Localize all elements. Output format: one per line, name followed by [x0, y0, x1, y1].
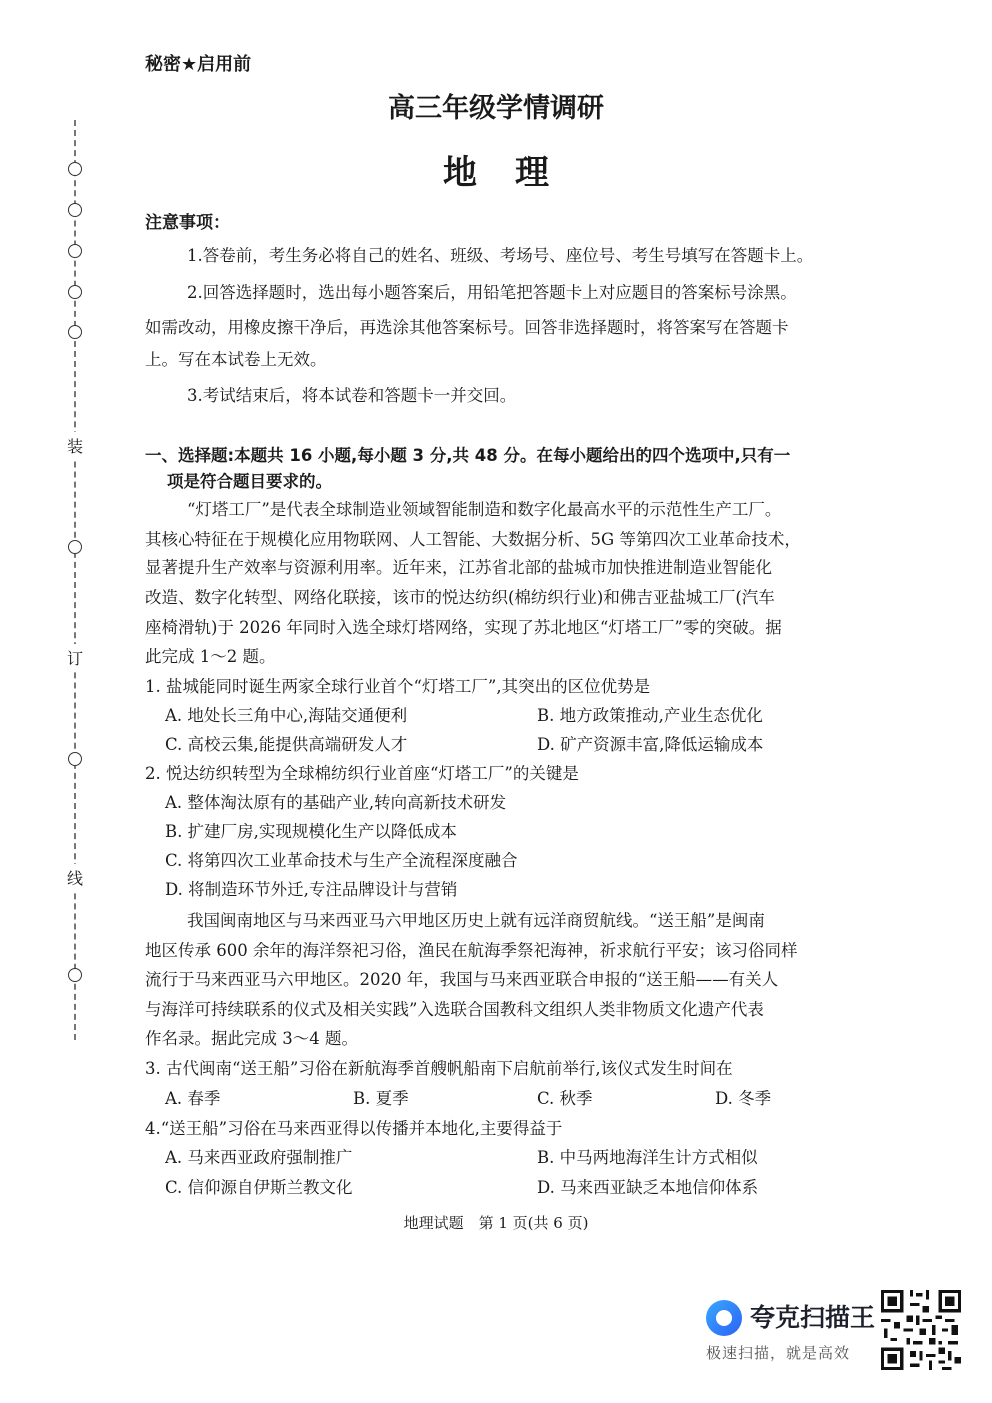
section-heading-line-2: 项是符合题目要求的。: [167, 472, 332, 491]
passage-2-line: 我国闽南地区与马来西亚马六甲地区历史上就有远洋商贸航线。“送王船”是闽南: [187, 911, 765, 930]
page-footer: 地理试题 第 1 页(共 6 页): [403, 1214, 589, 1232]
binding-hole: [68, 752, 82, 766]
passage-2-line: 与海洋可持续联系的仪式及相关实践”入选联合国教科文组织人类非物质文化遗产代表: [145, 1000, 764, 1019]
notes-item-3: 3.考试结束后，将本试卷和答题卡一并交回。: [187, 386, 517, 405]
question-1-stem: 1. 盐城能同时诞生两家全球行业首个“灯塔工厂”,其突出的区位优势是: [145, 677, 651, 696]
passage-1-line: “灯塔工厂”是代表全球制造业领域智能制造和数字化最高水平的示范性生产工厂。: [187, 500, 782, 519]
question-1-option-b: B. 地方政策推动,产业生态优化: [537, 706, 763, 725]
notes-item-1: 1.答卷前，考生务必将自己的姓名、班级、考场号、座位号、考生号填写在答题卡上。: [187, 246, 814, 265]
binding-hole: [68, 203, 82, 217]
binding-char-xian: 线: [67, 864, 83, 891]
notes-item-2-line-2: 如需改动，用橡皮擦干净后，再选涂其他答案标号。回答非选择题时，将答案写在答题卡: [145, 318, 789, 337]
binding-hole: [68, 325, 82, 339]
scanner-brand-slogan: 极速扫描，就是高效: [706, 1344, 851, 1362]
binding-line: [74, 120, 76, 1040]
binding-hole: [68, 285, 82, 299]
question-1-option-c: C. 高校云集,能提供高端研发人才: [165, 735, 408, 754]
passage-1-line: 此完成 1～2 题。: [145, 647, 276, 666]
question-2-option-c: C. 将第四次工业革命技术与生产全流程深度融合: [165, 851, 518, 870]
passage-1-line: 改造、数字化转型、网络化联接，该市的悦达纺织(棉纺织行业)和佛吉亚盐城工厂(汽车: [145, 588, 775, 607]
passage-1-line: 其核心特征在于规模化应用物联网、人工智能、大数据分析、5G 等第四次工业革命技术，: [145, 530, 801, 549]
passage-1-line: 座椅滑轨)于 2026 年同时入选全球灯塔网络，实现了苏北地区“灯塔工厂”零的突破。据: [145, 618, 782, 637]
passage-2-line: 流行于马来西亚马六甲地区。2020 年，我国与马来西亚联合申报的“送王船——有关人: [145, 970, 779, 989]
notes-item-2-line-1: 2.回答选择题时，选出每小题答案后，用铅笔把答题卡上对应题目的答案标号涂黑。: [187, 283, 797, 302]
question-4-option-d: D. 马来西亚缺乏本地信仰体系: [537, 1178, 759, 1197]
binding-char-zhuang: 装: [67, 432, 83, 459]
question-4-option-c: C. 信仰源自伊斯兰教文化: [165, 1178, 353, 1197]
question-3-option-a: A. 春季: [165, 1089, 221, 1108]
binding-hole: [68, 244, 82, 258]
question-4-stem: 4.“送王船”习俗在马来西亚得以传播并本地化,主要得益于: [145, 1119, 563, 1138]
question-4-option-a: A. 马来西亚政府强制推广: [165, 1148, 353, 1167]
notes-heading: 注意事项：: [145, 213, 230, 233]
question-3-option-c: C. 秋季: [537, 1089, 593, 1108]
question-1-option-a: A. 地处长三角中心,海陆交通便利: [165, 706, 408, 725]
exam-title: 高三年级学情调研: [388, 93, 604, 124]
confidential-mark: 秘密★启用前: [145, 54, 252, 75]
notes-item-2-line-3: 上。写在本试卷上无效。: [145, 350, 327, 369]
question-3-option-d: D. 冬季: [715, 1089, 772, 1108]
question-2-option-a: A. 整体淘汰原有的基础产业,转向高新技术研发: [165, 793, 507, 812]
question-3-stem: 3. 古代闽南“送王船”习俗在新航海季首艘帆船南下启航前举行,该仪式发生时间在: [145, 1059, 733, 1078]
qr-code-icon: [881, 1290, 961, 1370]
scanner-brand-name: 夸克扫描王: [750, 1303, 876, 1332]
question-2-stem: 2. 悦达纺织转型为全球棉纺织行业首座“灯塔工厂”的关键是: [145, 764, 579, 783]
passage-2-line: 地区传承 600 余年的海洋祭祀习俗，渔民在航海季祭祀海神，祈求航行平安；该习俗同样: [145, 941, 798, 960]
question-2-option-b: B. 扩建厂房,实现规模化生产以降低成本: [165, 822, 457, 841]
section-heading-line-1: 一、选择题:本题共 16 小题,每小题 3 分,共 48 分。在每小题给出的四个选项中,只有一: [145, 446, 791, 465]
question-1-option-d: D. 矿产资源丰富,降低运输成本: [537, 735, 764, 754]
question-2-option-d: D. 将制造环节外迁,专注品牌设计与营销: [165, 880, 458, 899]
passage-1-line: 显著提升生产效率与资源利用率。近年来，江苏省北部的盐城市加快推进制造业智能化: [145, 558, 772, 577]
binding-hole: [68, 540, 82, 554]
binding-hole: [68, 968, 82, 982]
quark-logo-icon: [706, 1300, 742, 1336]
scanner-watermark: [706, 1292, 888, 1374]
question-3-option-b: B. 夏季: [353, 1089, 409, 1108]
passage-2-line: 作名录。据此完成 3～4 题。: [145, 1029, 358, 1048]
binding-char-ding: 订: [67, 644, 83, 671]
question-4-option-b: B. 中马两地海洋生计方式相似: [537, 1148, 758, 1167]
subject-title: 地理: [443, 153, 587, 193]
